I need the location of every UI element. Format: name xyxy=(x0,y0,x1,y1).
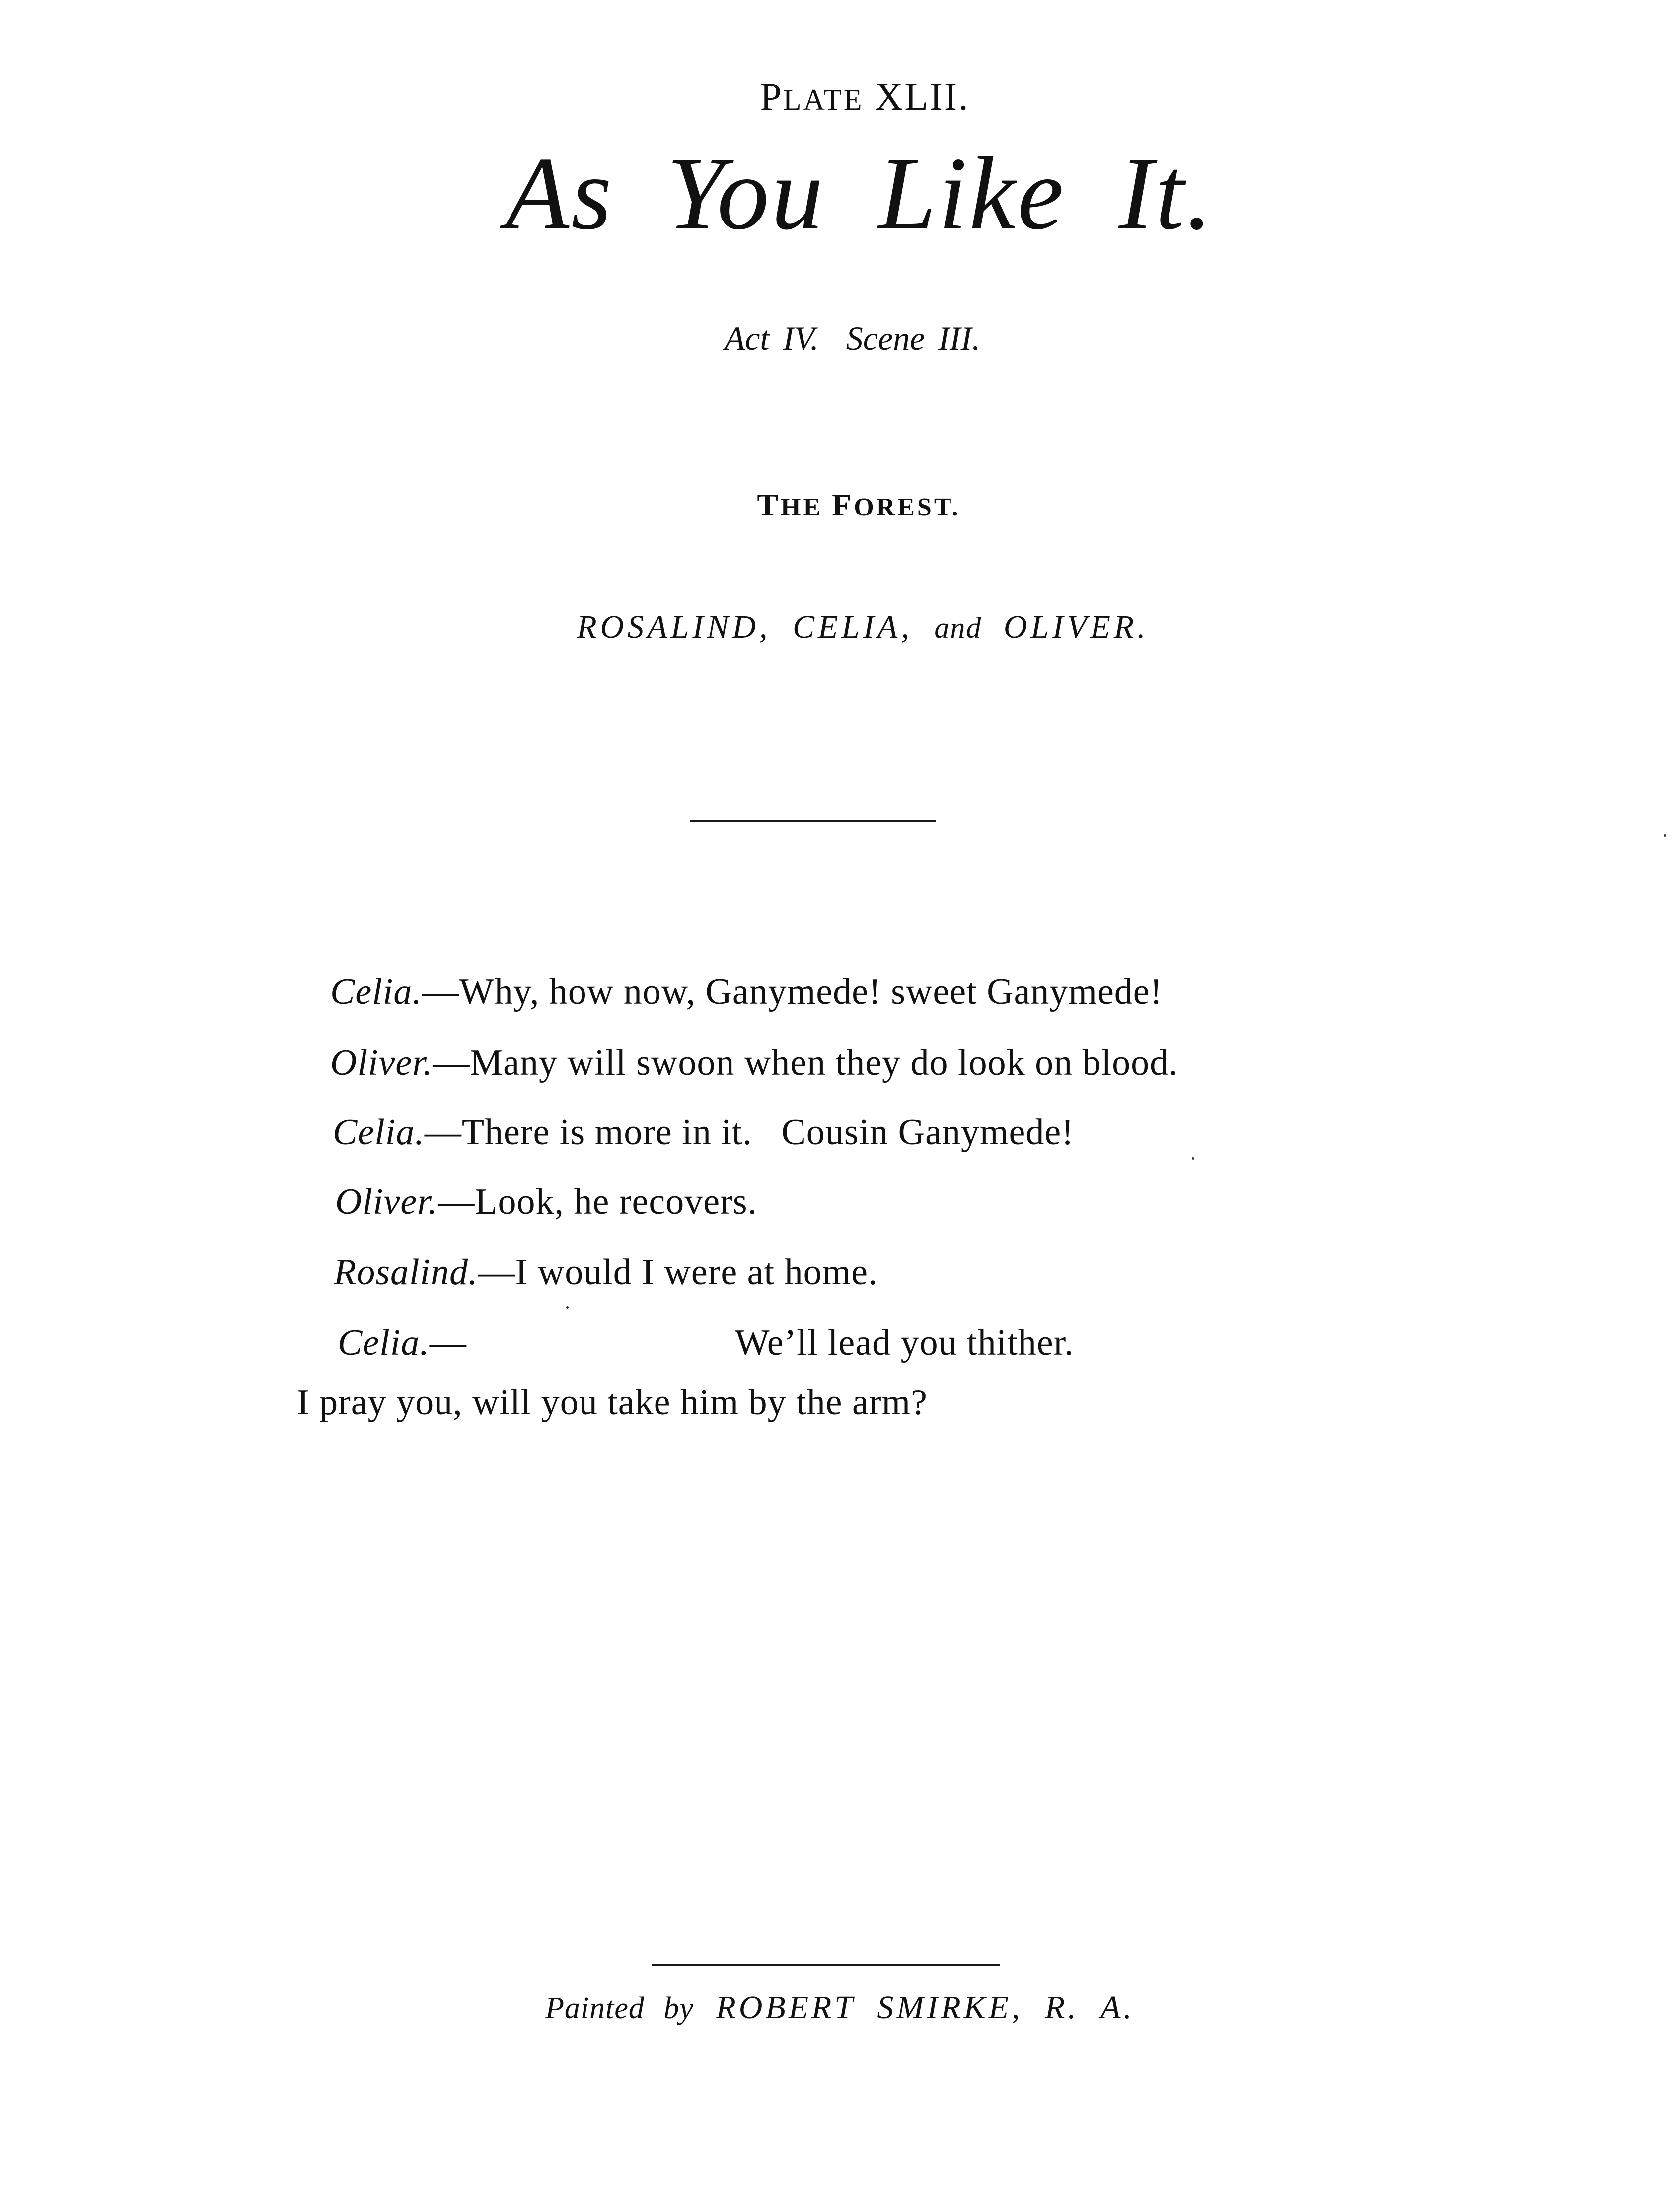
character-celia: CELIA, xyxy=(793,609,913,645)
dialogue-line xyxy=(334,1251,878,1294)
artist-name: ROBERT SMIRKE, R. A. xyxy=(716,1989,1135,2026)
print-speck xyxy=(566,1306,569,1309)
spoken-text: —I would I were at home. xyxy=(478,1252,878,1293)
plate-initial: P xyxy=(760,75,783,118)
spoken-text: — xyxy=(429,1322,467,1363)
dialogue-line xyxy=(330,1042,1178,1084)
spoken-text: —There is more in it. Cousin Ganymede! xyxy=(424,1112,1074,1153)
dialogue-line xyxy=(335,1181,757,1223)
characters-list xyxy=(23,608,1680,646)
dialogue-line xyxy=(338,1322,1074,1364)
act-label: Act IV. xyxy=(724,319,819,357)
plate-number: XLII. xyxy=(875,75,970,118)
plate-heading xyxy=(25,74,1680,119)
speaker-name: Celia. xyxy=(330,971,422,1012)
location-initial-2: F xyxy=(832,487,854,522)
painter-credit xyxy=(0,1989,1680,2027)
speaker-name: Celia. xyxy=(333,1112,425,1153)
dialogue-line xyxy=(330,971,1163,1013)
divider-rule-bottom xyxy=(652,1964,1000,1966)
print-speck xyxy=(1192,1157,1194,1160)
speaker-name: Oliver. xyxy=(335,1181,438,1222)
speaker-name: Oliver. xyxy=(330,1042,433,1083)
scene-location xyxy=(19,487,1680,523)
scene-label: Scene III. xyxy=(846,319,981,357)
spoken-text-continued: We’ll lead you thither. xyxy=(734,1322,1074,1363)
characters-conjunction: and xyxy=(934,611,982,644)
divider-rule xyxy=(690,820,936,822)
character-rosalind: ROSALIND, xyxy=(577,609,771,645)
plate-smallcaps: LATE xyxy=(783,83,864,116)
print-speck xyxy=(1664,834,1666,837)
spoken-text: —Why, how now, Ganymede! sweet Ganymede! xyxy=(422,971,1163,1012)
spoken-text: —Many will swoon when they do look on blood. xyxy=(433,1042,1178,1083)
location-smallcaps-1: HE xyxy=(781,493,832,521)
speaker-name: Celia. xyxy=(338,1322,430,1363)
speaker-name: Rosalind. xyxy=(334,1252,478,1293)
painted-by-label: Painted by xyxy=(545,1991,694,2025)
character-oliver: OLIVER. xyxy=(1003,609,1149,645)
location-initial-1: T xyxy=(757,487,781,522)
dialogue-line xyxy=(333,1111,1074,1154)
location-smallcaps-2: OREST. xyxy=(854,493,961,521)
spoken-text: —Look, he recovers. xyxy=(438,1181,758,1222)
play-title: As You Like It. xyxy=(505,136,1215,251)
act-scene xyxy=(12,319,1680,358)
dialogue-line xyxy=(297,1382,928,1424)
spoken-text: I pray you, will you take him by the arm? xyxy=(297,1382,928,1423)
